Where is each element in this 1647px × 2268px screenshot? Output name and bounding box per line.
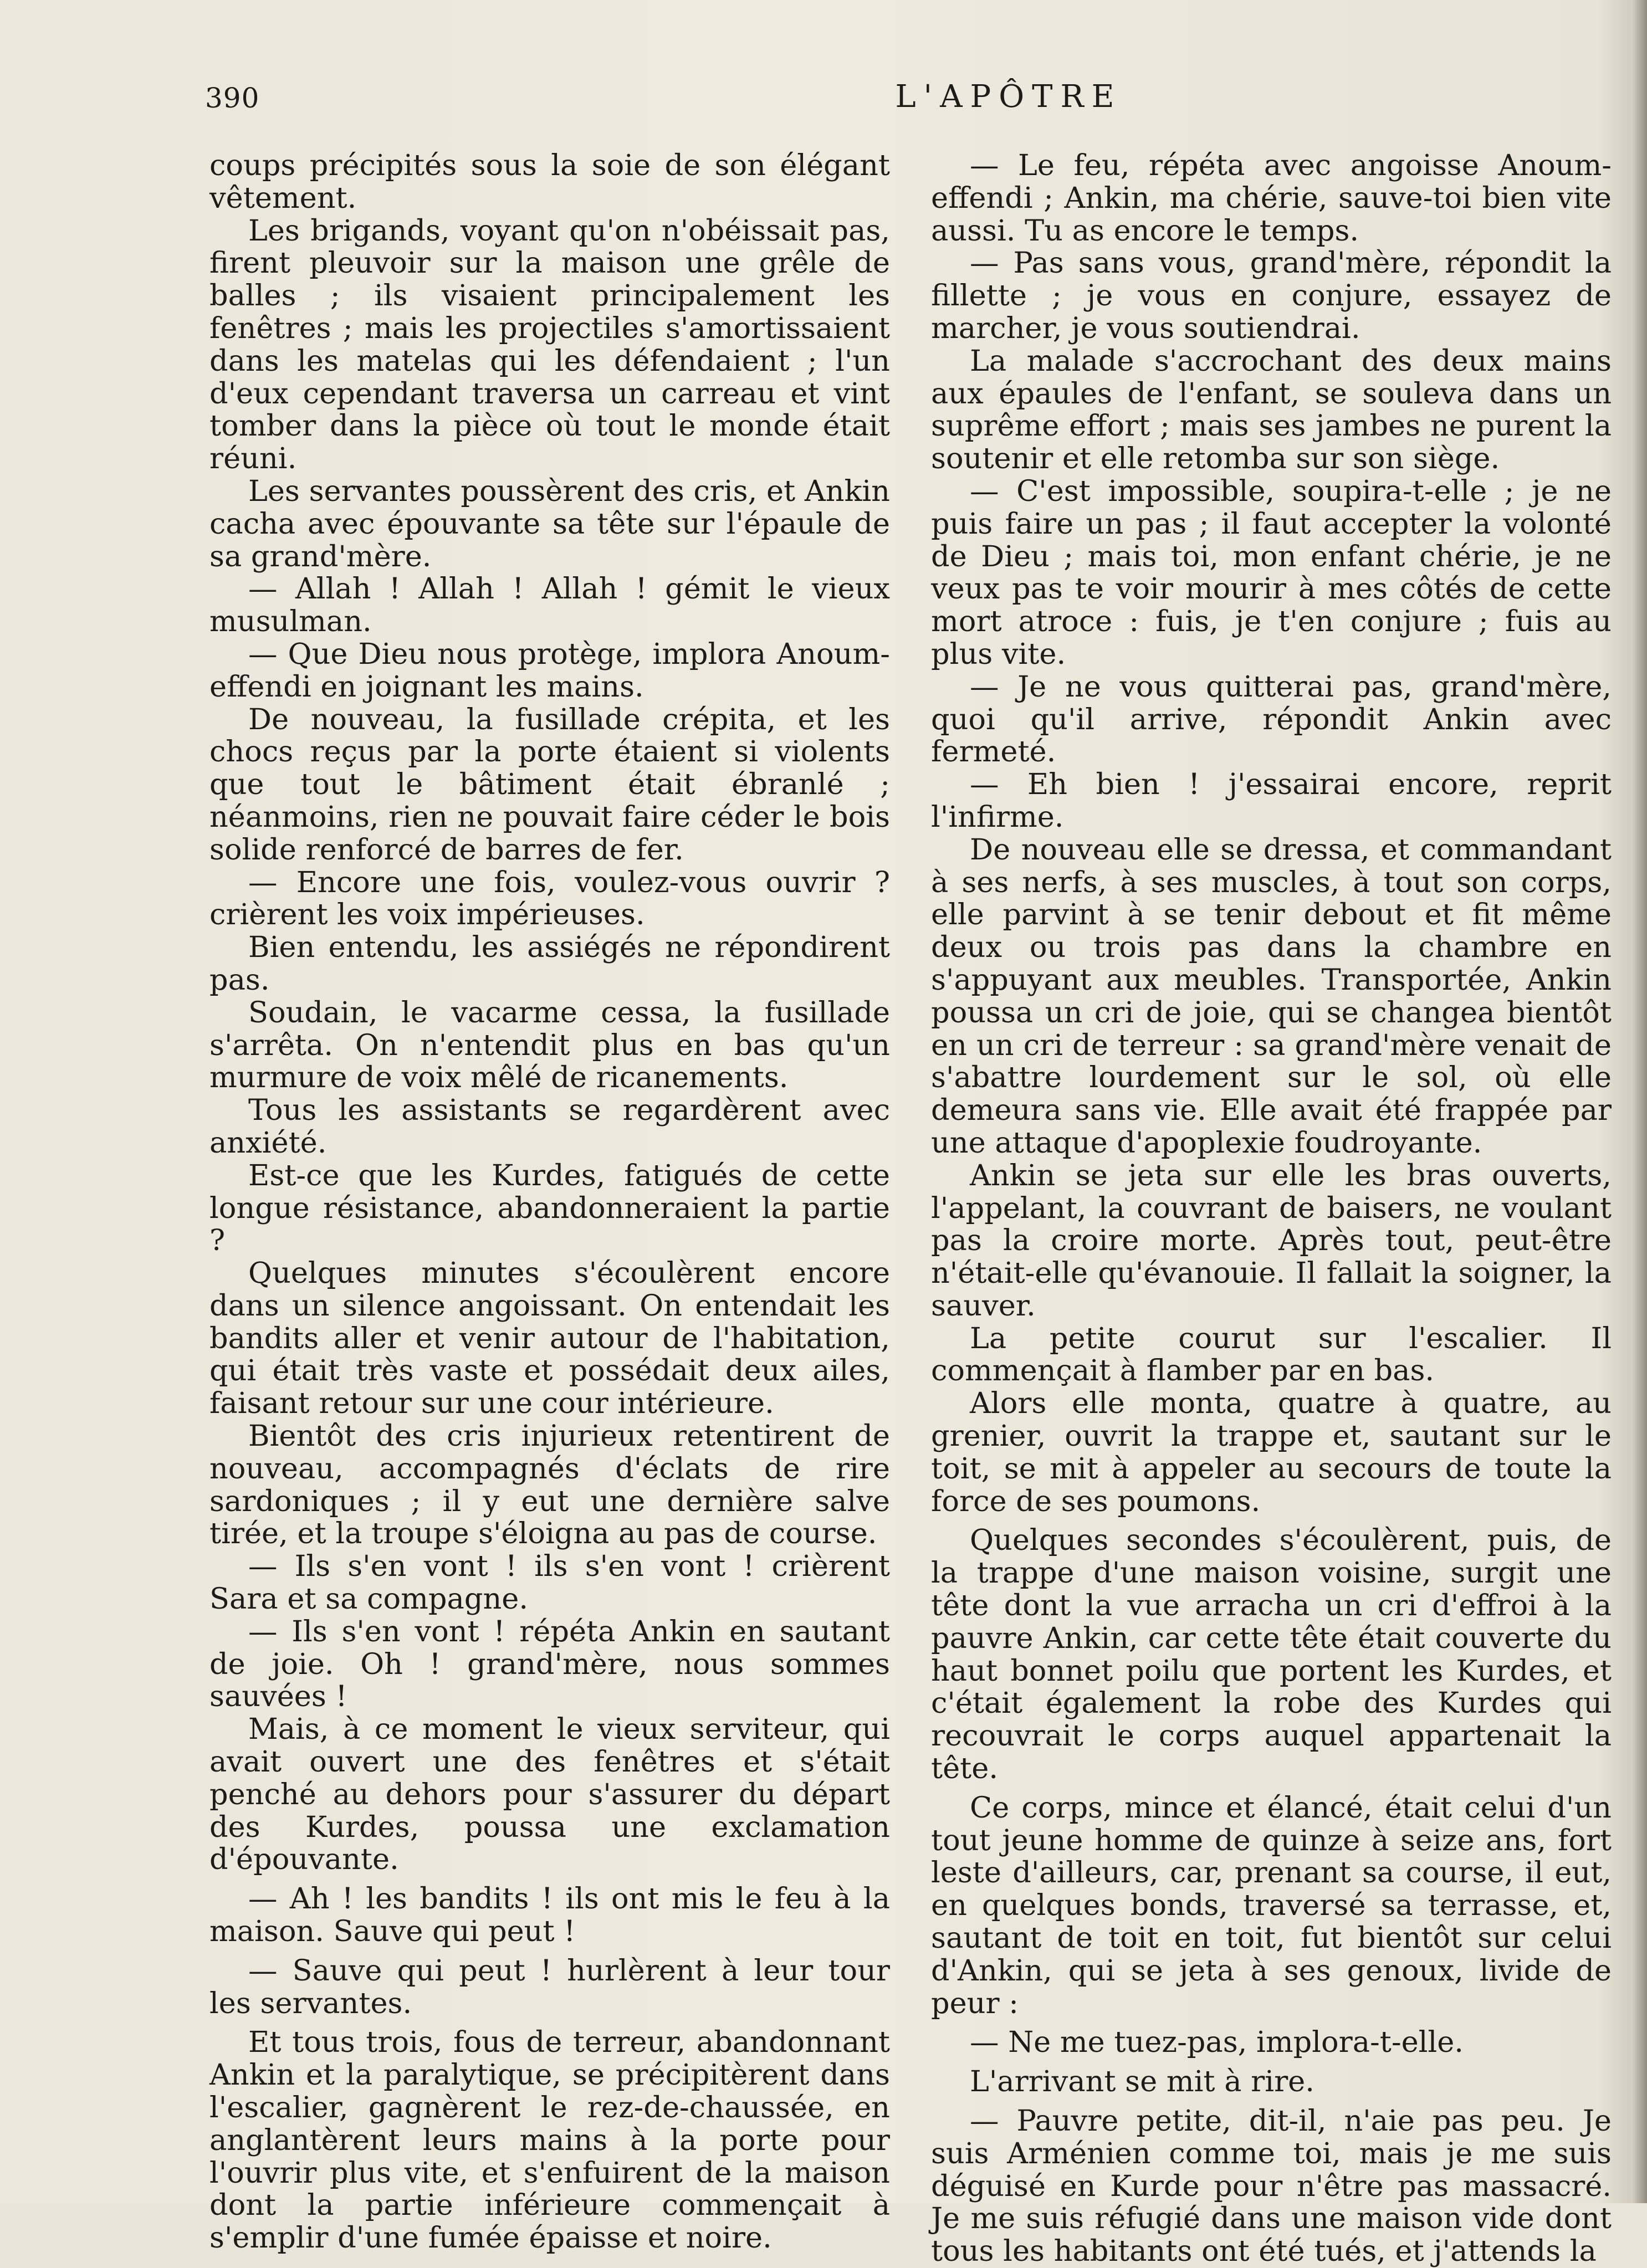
paragraph: De nouveau, la fusillade crépita, et les chocs reçus par la porte étaient si violents que tout le bâtiment était ébranlé ; néanmoins, rien ne pouvait faire céder le bois solide renforcé de barres de fer. <box>209 702 890 867</box>
running-title: L'APÔTRE <box>895 79 1122 115</box>
paragraph: Ankin se jeta sur elle les bras ouverts, l'appelant, la couvrant de baisers, ne voulant pas la croire morte. Après tout, peut-être n'était-elle qu'évanouie. Il fallait la soigner, la sauver. <box>931 1158 1612 1323</box>
paragraph: Les servantes poussèrent des cris, et Ankin cacha avec épouvante sa tête sur l'épaule de sa grand'mère. <box>209 474 890 574</box>
paragraph: Bien entendu, les assiégés ne répondirent pas. <box>209 930 890 997</box>
paragraph: — Ils s'en vont ! répéta Ankin en sautant de joie. Oh ! grand'mère, nous sommes sauvées ! <box>209 1614 890 1714</box>
paragraph: — Ils s'en vont ! ils s'en vont ! crièrent Sara et sa compagne. <box>209 1549 890 1616</box>
paragraph: L'arrivant se mit à rire. <box>970 2065 1314 2099</box>
paragraph: Soudain, le vacarme cessa, la fusillade s'arrêta. On n'entendit plus en bas qu'un murmure de voix mêlé de ricanements. <box>209 995 890 1095</box>
paragraph: Alors elle monta, quatre à quatre, au grenier, ouvrit la trappe et, sautant sur le toit, se mit à appeler au secours de toute la force de ses poumons. <box>931 1386 1612 1518</box>
paragraph: Est-ce que les Kurdes, fatigués de cette longue résistance, abandonneraient la partie ? <box>209 1158 890 1258</box>
paragraph: Quelques secondes s'écoulèrent, puis, de la trappe d'une maison voisine, surgit une tête dont la vue arracha un cri d'effroi à la pauvre Ankin, car cette tête était couverte du haut bonnet poilu que portent les Kurdes, et c'était également la robe des Kurdes qui recouvrait le corps auquel appartenait la tête. <box>931 1523 1612 1786</box>
paragraph: Ce corps, mince et élancé, était celui d'un tout jeune homme de quinze à seize ans, fort leste d'ailleurs, car, prenant sa course, il eut, en quelques bonds, traversé sa terrasse, et, sautant de toit en toit, fut bientôt sur celui d'Ankin, qui se jeta à ses genoux, livide de peur : <box>931 1790 1612 2020</box>
paragraph: — Ne me tuez-pas, implora-t-elle. <box>970 2025 1464 2060</box>
paragraph: — C'est impossible, soupira-t-elle ; je ne puis faire un pas ; il faut accepter la volonté de Dieu ; mais toi, mon enfant chérie, je ne veux pas te voir mourir à mes côtés de cette mort atroce : fuis, je t'en conjure ; fuis au plus vite. <box>931 474 1612 671</box>
paragraph: — Pas sans vous, grand'mère, répondit la fillette ; je vous en conjure, essayez de marcher, je vous soutiendrai. <box>931 246 1612 345</box>
paragraph: — Ah ! les bandits ! ils ont mis le feu à la maison. Sauve qui peut ! <box>209 1882 890 1949</box>
paragraph: — Je ne vous quitterai pas, grand'mère, quoi qu'il arrive, répondit Ankin avec fermeté. <box>931 669 1612 769</box>
paragraph: coups précipités sous la soie de son élégant vêtement. <box>209 149 890 215</box>
paragraph: La malade s'accrochant des deux mains aux épaules de l'enfant, se souleva dans un suprême effort ; mais ses jambes ne purent la soutenir et elle retomba sur son siège. <box>931 344 1612 476</box>
paragraph: Bientôt des cris injurieux retentirent de nouveau, accompagnés d'éclats de rire sardoniques ; il y eut une dernière salve tirée, et la troupe s'éloigna au pas de course. <box>209 1419 890 1551</box>
left-text-column <box>209 150 890 2255</box>
paragraph: — Le feu, répéta avec angoisse Anoum-effendi ; Ankin, ma chérie, sauve-toi bien vite aussi. Tu as encore le temps. <box>931 149 1612 248</box>
paragraph: La petite courut sur l'escalier. Il commençait à flamber par en bas. <box>931 1321 1612 1388</box>
paragraph: — Encore une fois, voulez-vous ouvrir ? crièrent les voix impérieuses. <box>209 865 890 932</box>
paragraph: — Allah ! Allah ! Allah ! gémit le vieux musulman. <box>209 572 890 639</box>
page-number: 390 <box>205 82 260 114</box>
paragraph: Et tous trois, fous de terreur, abandonnant Ankin et la paralytique, se précipitèrent dans l'escalier, gagnèrent le rez-de-chaussée, en anglantèrent leurs mains à la porte pour l'ouvrir plus vite, et s'enfuirent de la maison dont la partie inférieure commençait à s'emplir d'une fumée épaisse et noire. <box>209 2025 890 2255</box>
paragraph: — Pauvre petite, dit-il, n'aie pas peu. Je suis Arménien comme toi, mais je me suis déguisé en Kurde pour n'être pas massacré. Je me suis réfugié dans une maison vide dont tous les habitants ont été tués, et j'attends la <box>931 2104 1612 2268</box>
right-text-column <box>931 150 1612 2268</box>
paragraph: De nouveau elle se dressa, et commandant à ses nerfs, à ses muscles, à tout son corps, elle parvint à se tenir debout et fit même deux ou trois pas dans la chambre en s'appuyant aux meubles. Transportée, Ankin poussa un cri de joie, qui se changea bientôt en un cri de terreur : sa grand'mère venait de s'abattre lourdement sur le sol, où elle demeura sans vie. Elle avait été frappée par une attaque d'apoplexie foudroyante. <box>931 832 1612 1160</box>
paragraph: — Eh bien ! j'essairai encore, reprit l'infirme. <box>931 767 1612 834</box>
page-header <box>205 76 1536 121</box>
paragraph: Les brigands, voyant qu'on n'obéissait pas, firent pleuvoir sur la maison une grêle de balles ; ils visaient principalement les fenêtres ; mais les projectiles s'amortissaient dans les matelas qui les défendaient ; l'un d'eux cependant traversa un carreau et vint tomber dans la pièce où tout le monde était réuni. <box>209 213 890 476</box>
paragraph: Tous les assistants se regardèrent avec anxiété. <box>209 1093 890 1160</box>
paragraph: Quelques minutes s'écoulèrent encore dans un silence angoissant. On entendait les bandits aller et venir autour de l'habitation, qui était très vaste et possédait deux ailes, faisant retour sur une cour intérieure. <box>209 1256 890 1421</box>
page-edge-shadow <box>1631 0 1647 2203</box>
paragraph: — Sauve qui peut ! hurlèrent à leur tour les servantes. <box>209 1953 890 2020</box>
paragraph: — Que Dieu nous protège, implora Anoum-effendi en joignant les mains. <box>209 637 890 704</box>
paragraph: Mais, à ce moment le vieux serviteur, qui avait ouvert une des fenêtres et s'était penché au dehors pour s'assurer du départ des Kurdes, poussa une exclamation d'épouvante. <box>209 1712 890 1877</box>
